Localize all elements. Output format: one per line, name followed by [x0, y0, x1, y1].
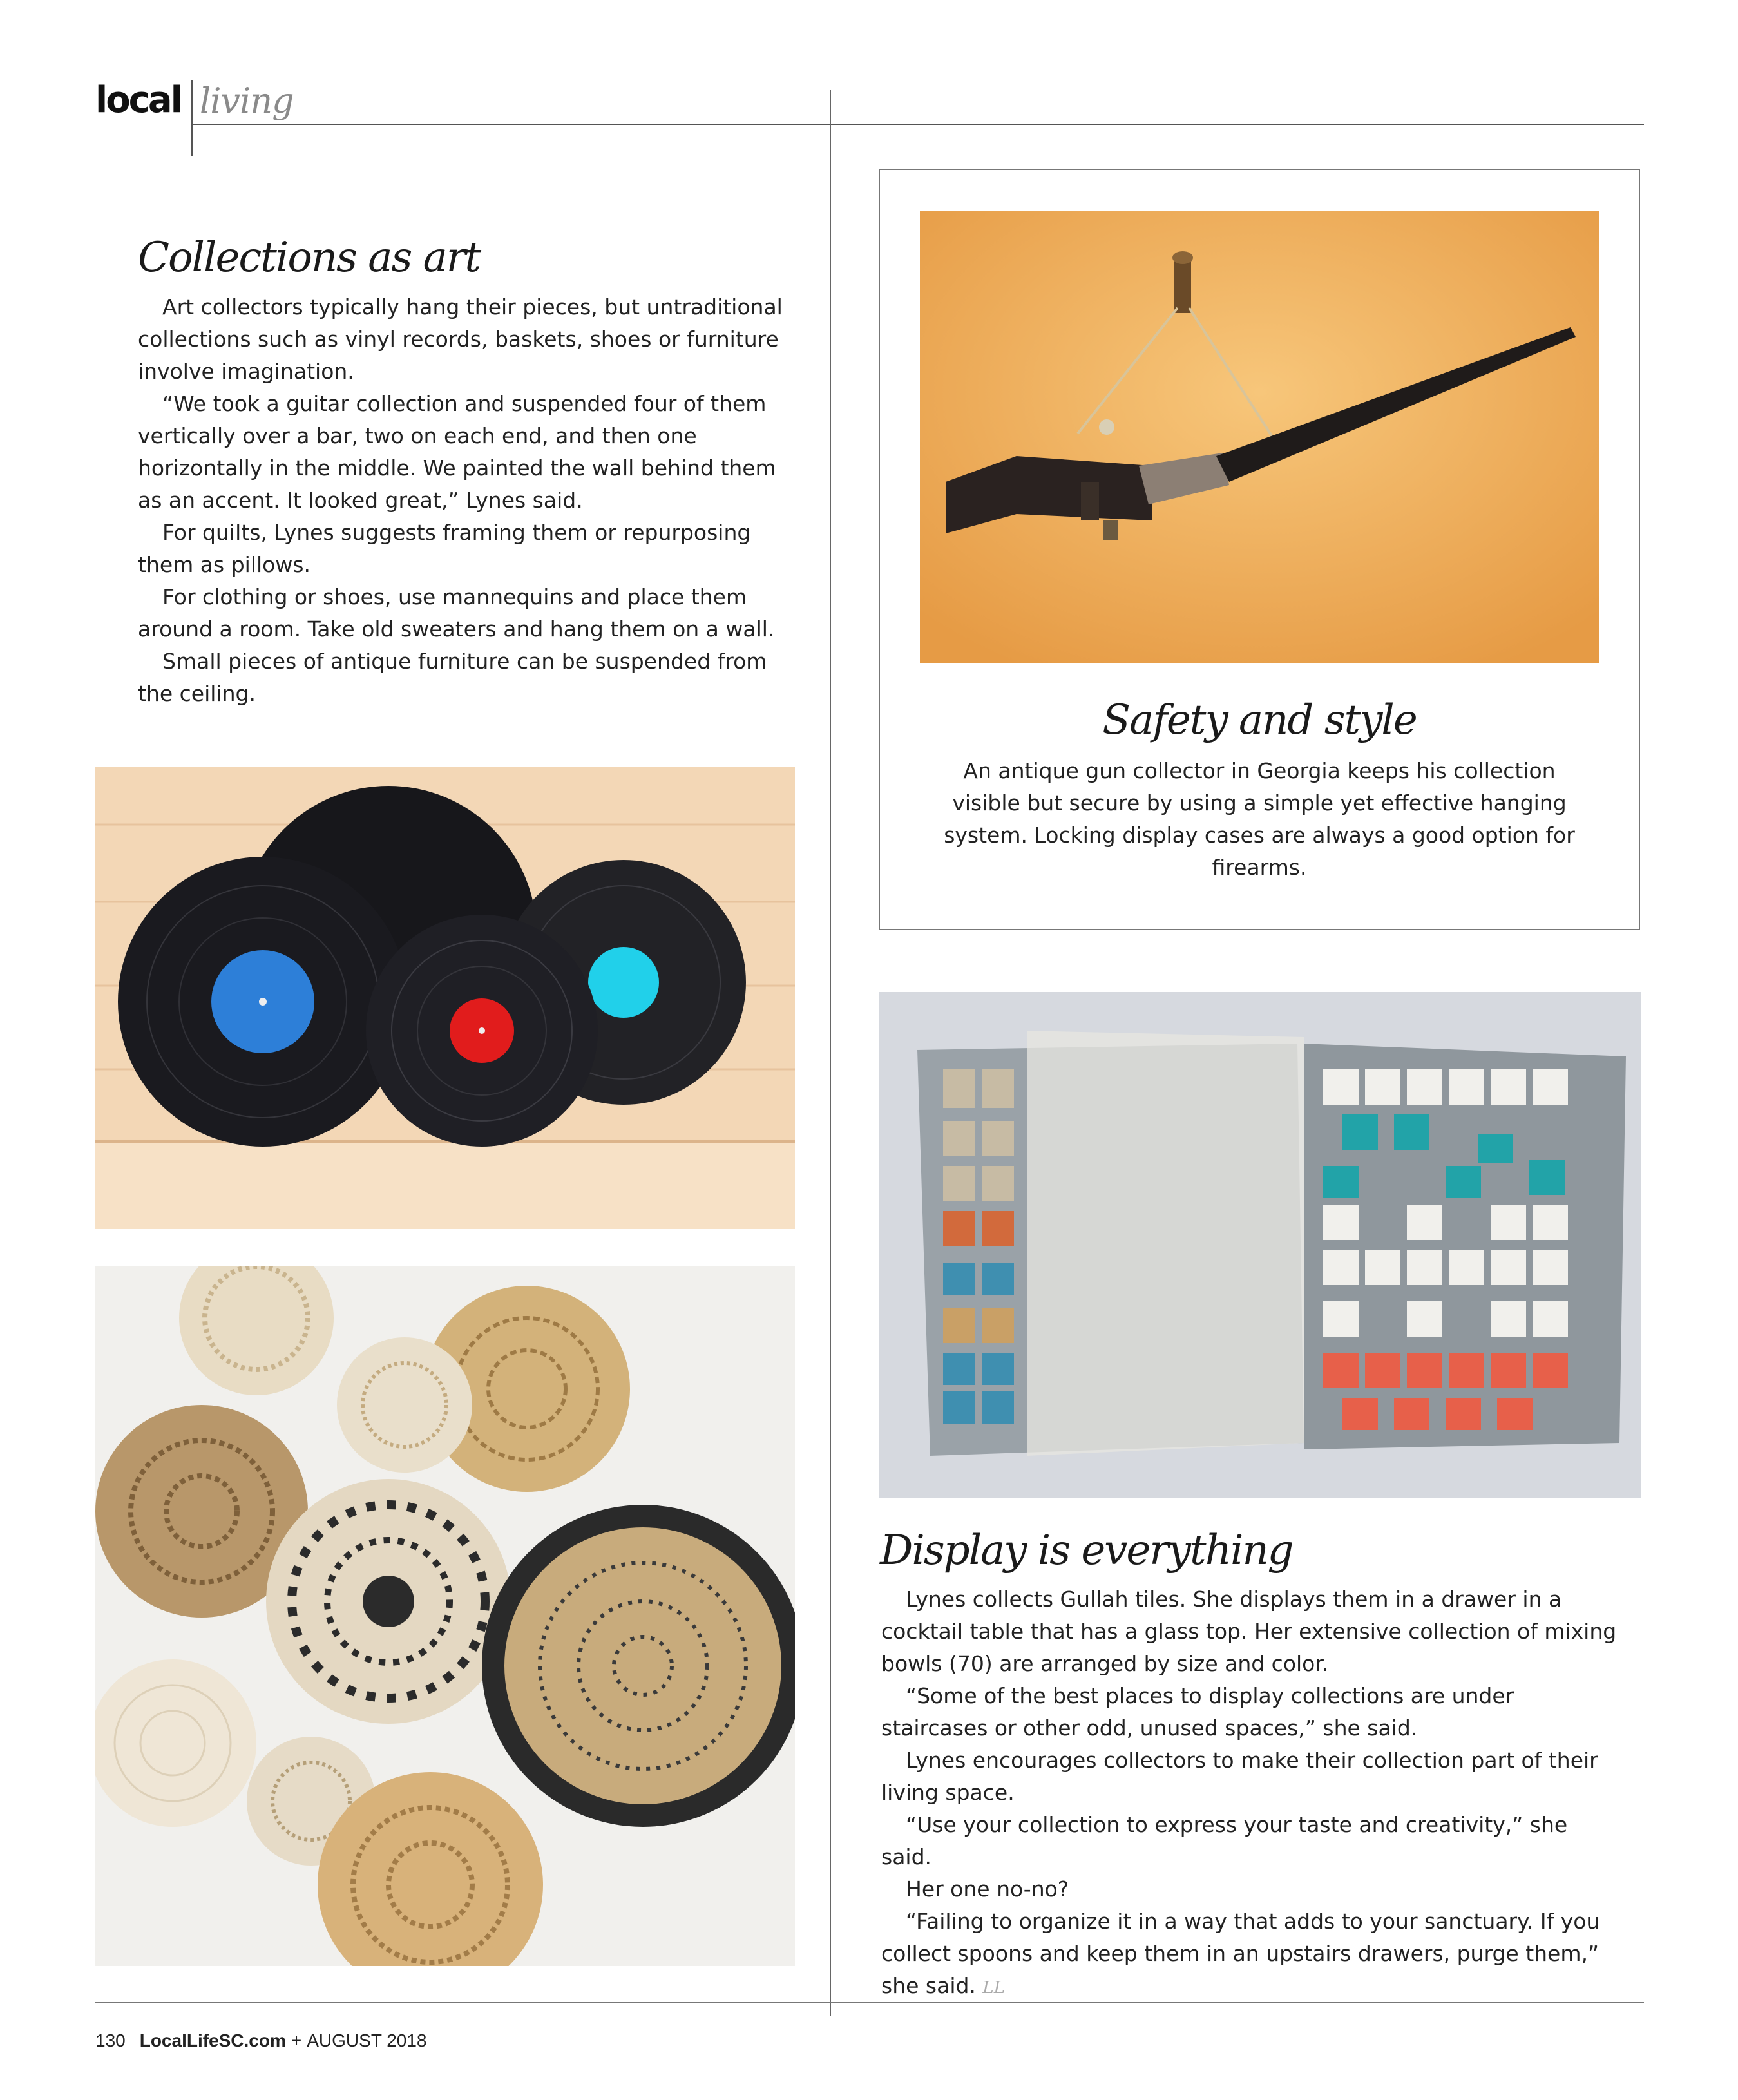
- body-paragraph: “We took a guitar collection and suspended four of them vertically over a bar, two on each end, and then one horizontally in the middle. We painted the wall behind them as an accent. It looked great,” Lynes said.: [138, 391, 776, 513]
- author-signoff: LL: [982, 1978, 1005, 1998]
- footer-rule: [95, 2002, 1644, 2003]
- section-heading-display: Display is everything: [880, 1527, 1293, 1574]
- body-paragraph: Small pieces of antique furniture can be suspended from the ceiling.: [138, 649, 767, 706]
- body-paragraph-text: “Failing to organize it in a way that adds to your sanctuary. If you collect spoons and keep them in an upstairs drawers, purge them,” she said.: [881, 1909, 1600, 1998]
- antique-gun-photo: [920, 211, 1599, 663]
- brand-logo: local: [95, 79, 181, 121]
- collections-body: [138, 291, 788, 710]
- page-number: 130: [95, 2030, 126, 2050]
- body-paragraph: Lynes collects Gullah tiles. She displays them in a drawer in a cocktail table that has a glass top. Her extensive collection of mixing bowls (70) are arranged by size and color.: [881, 1587, 1617, 1676]
- sidebar-heading: Safety and style: [1102, 696, 1417, 744]
- page-footer: [95, 2032, 427, 2050]
- body-paragraph: Lynes encourages collectors to make their collection part of their living space.: [881, 1748, 1598, 1805]
- footer-separator: +: [291, 2030, 302, 2050]
- header-rule: [191, 124, 1644, 125]
- sidebar-caption: An antique gun collector in Georgia keeps his collection visible but secure by using a simple yet effective hanging system. Locking display cases are always a good option for firearms.: [944, 758, 1575, 880]
- column-divider: [830, 90, 831, 2016]
- body-paragraph-last: [881, 1905, 1622, 2004]
- body-paragraph: Her one no-no?: [906, 1876, 1069, 1902]
- section-name: living: [200, 81, 294, 121]
- display-body: [881, 1583, 1622, 2004]
- brand-divider: [191, 80, 193, 156]
- site-link[interactable]: LocalLifeSC.com: [139, 2030, 286, 2050]
- issue-date: AUGUST 2018: [307, 2030, 427, 2050]
- vinyl-records-photo: [95, 767, 795, 1229]
- woven-baskets-photo: [95, 1266, 795, 1966]
- section-heading-collections: Collections as art: [138, 234, 481, 282]
- body-paragraph: “Some of the best places to display collections are under staircases or other odd, unused spaces,” she said.: [881, 1683, 1514, 1741]
- stamp-album-photo: [879, 992, 1641, 1498]
- body-paragraph: “Use your collection to express your taste and creativity,” she said.: [881, 1812, 1568, 1869]
- body-paragraph: Art collectors typically hang their pieces, but untraditional collections such as vinyl records, baskets, shoes or furniture involve imagination.: [138, 294, 783, 384]
- body-paragraph: For quilts, Lynes suggests framing them or repurposing them as pillows.: [138, 520, 751, 577]
- body-paragraph: For clothing or shoes, use mannequins and place them around a room. Take old sweaters and hang them on a wall.: [138, 584, 775, 642]
